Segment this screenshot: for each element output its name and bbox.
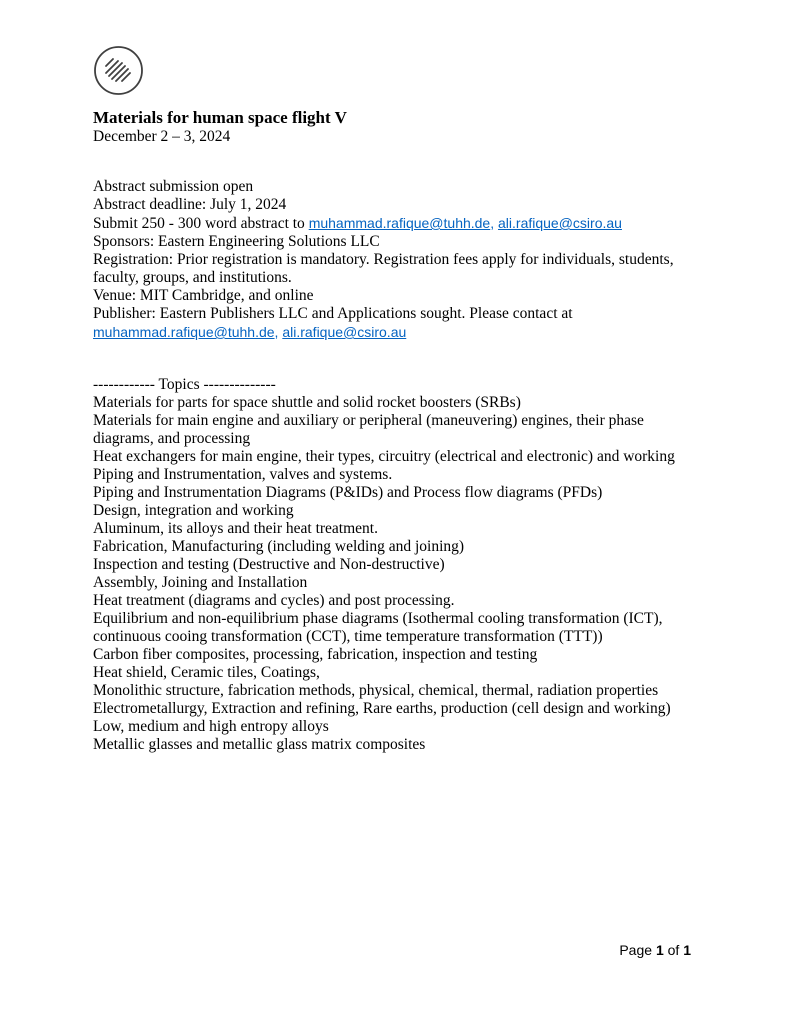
topic-line: diagrams, and processing bbox=[93, 430, 251, 447]
topic-line: Carbon fiber composites, processing, fabrication, inspection and testing bbox=[93, 646, 538, 663]
email-separator: , bbox=[490, 215, 499, 231]
topic-line: Metallic glasses and metallic glass matrix composites bbox=[93, 736, 426, 753]
topic-line: Assembly, Joining and Installation bbox=[93, 574, 308, 591]
topic-line: Fabrication, Manufacturing (including welding and joining) bbox=[93, 538, 465, 555]
topic-line: Heat shield, Ceramic tiles, Coatings, bbox=[93, 664, 320, 681]
of-label: of bbox=[663, 942, 684, 958]
email-link-ali[interactable]: ali.rafique@csiro.au bbox=[498, 215, 622, 231]
publisher-line: Publisher: Eastern Publishers LLC and Applications sought. Please contact at bbox=[93, 305, 573, 322]
registration-line-1: Registration: Prior registration is mandatory. Registration fees apply for individuals, students, bbox=[93, 251, 674, 268]
hatched-circle-logo-icon bbox=[93, 45, 144, 96]
email-link-muhammad[interactable]: muhammad.rafique@tuhh.de bbox=[308, 215, 491, 231]
topic-line: Materials for parts for space shuttle and solid rocket boosters (SRBs) bbox=[93, 394, 521, 411]
sponsors-line: Sponsors: Eastern Engineering Solutions LLC bbox=[93, 233, 380, 250]
email-link-ali-2[interactable]: ali.rafique@csiro.au bbox=[282, 324, 407, 340]
topic-line: Materials for main engine and auxiliary or peripheral (maneuvering) engines, their phase bbox=[93, 412, 644, 429]
venue-line: Venue: MIT Cambridge, and online bbox=[93, 287, 314, 304]
submit-prefix-text: Submit 250 - 300 word abstract to bbox=[93, 215, 309, 232]
abstract-open-line: Abstract submission open bbox=[93, 178, 254, 195]
page-number bbox=[619, 941, 691, 959]
topics-divider: ------------ Topics -------------- bbox=[93, 376, 276, 393]
document-title: Materials for human space flight V bbox=[93, 108, 347, 127]
topic-line: Inspection and testing (Destructive and Non-destructive) bbox=[93, 556, 445, 573]
current-page-number: 1 bbox=[655, 942, 664, 958]
topic-line: Electrometallurgy, Extraction and refining, Rare earths, production (cell design and working) bbox=[93, 700, 671, 717]
topic-line: Design, integration and working bbox=[93, 502, 294, 519]
email-separator-2: , bbox=[274, 324, 283, 340]
submit-line bbox=[93, 214, 709, 233]
topic-line: Aluminum, its alloys and their heat treatment. bbox=[93, 520, 378, 537]
event-date: December 2 – 3, 2024 bbox=[93, 128, 231, 145]
document-content bbox=[93, 45, 709, 754]
topics-block bbox=[93, 376, 709, 754]
contact-emails-line bbox=[93, 323, 709, 342]
abstract-deadline-line: Abstract deadline: July 1, 2024 bbox=[93, 196, 287, 213]
topic-line: Piping and Instrumentation, valves and systems. bbox=[93, 466, 393, 483]
email-link-muhammad-2[interactable]: muhammad.rafique@tuhh.de bbox=[93, 324, 275, 340]
topic-line: Piping and Instrumentation Diagrams (P&IDs) and Process flow diagrams (PFDs) bbox=[93, 484, 603, 501]
details-block bbox=[93, 178, 709, 342]
topic-line: Heat treatment (diagrams and cycles) and post processing. bbox=[93, 592, 455, 609]
registration-line-2: faculty, groups, and institutions. bbox=[93, 269, 292, 286]
topic-line: continuous cooing transformation (CCT), time temperature transformation (TTT)) bbox=[93, 628, 603, 645]
topic-line: Low, medium and high entropy alloys bbox=[93, 718, 329, 735]
page-label-prefix: Page bbox=[619, 942, 656, 958]
topic-line: Heat exchangers for main engine, their types, circuitry (electrical and electronic) and working bbox=[93, 448, 675, 465]
total-page-number: 1 bbox=[683, 942, 691, 958]
topic-line: Equilibrium and non-equilibrium phase diagrams (Isothermal cooling transformation (ICT), bbox=[93, 610, 663, 627]
topic-line: Monolithic structure, fabrication methods, physical, chemical, thermal, radiation properties bbox=[93, 682, 659, 699]
